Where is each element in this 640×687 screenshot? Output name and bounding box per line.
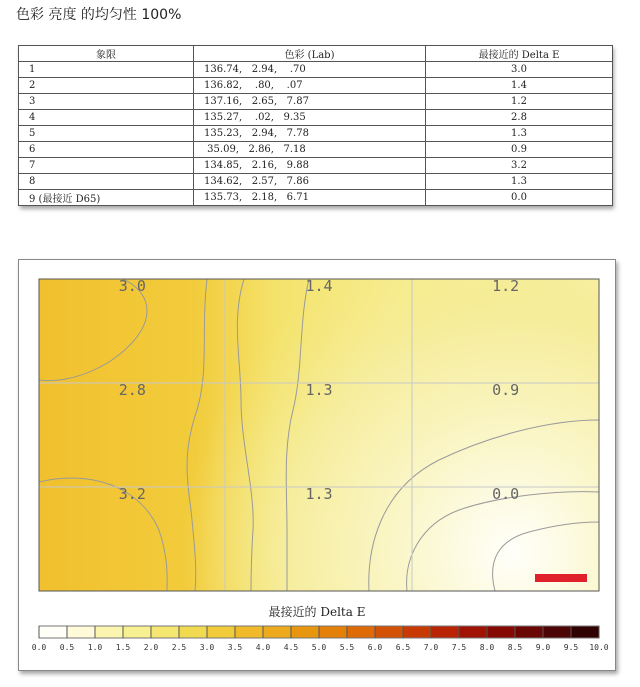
colorbar-swatch — [123, 626, 152, 638]
table-row — [19, 78, 613, 94]
page-title: 色彩 亮度 的均匀性 100% — [16, 7, 182, 23]
colorbar-tick-label: 2.5 — [171, 643, 187, 652]
quadrant-cell: 4 — [19, 110, 194, 126]
colorbar-tick-label: 0.5 — [59, 643, 75, 652]
cell-value-label: 1.2 — [492, 277, 520, 295]
colorbar-tick-label: 3.0 — [199, 643, 215, 652]
colorbar-tick-label: 1.5 — [115, 643, 131, 652]
colorbar-tick-label: 6.0 — [367, 643, 383, 652]
table-row — [19, 126, 613, 142]
table-row — [19, 142, 613, 158]
colorbar-swatch — [67, 626, 96, 638]
colorbar-tick-label: 6.5 — [395, 643, 411, 652]
colorbar-tick-label: 0.0 — [31, 643, 47, 652]
colorbar-tick-label: 10.0 — [589, 643, 609, 652]
lab-cell: 135.73, 2.18, 6.71 — [194, 190, 426, 206]
colorbar-tick-label: 4.5 — [283, 643, 299, 652]
table-row — [19, 110, 613, 126]
lab-cell: 136.82, .80, .07 — [194, 78, 426, 94]
lab-cell: 136.74, 2.94, .70 — [194, 62, 426, 78]
colorbar-swatch — [543, 626, 572, 638]
delta-e-cell: 0.9 — [426, 142, 613, 158]
colorbar-tick-label: 4.0 — [255, 643, 271, 652]
colorbar-tick-label: 9.0 — [535, 643, 551, 652]
uniformity-table — [18, 45, 612, 206]
cell-value-label: 0.9 — [492, 381, 520, 399]
colorbar-swatch — [207, 626, 236, 638]
colorbar-swatch — [375, 626, 404, 638]
colorbar-title: 最接近的 Delta E — [268, 605, 366, 619]
colorbar-tick-label: 3.5 — [227, 643, 243, 652]
quadrant-cell: 6 — [19, 142, 194, 158]
table-row — [19, 158, 613, 174]
uniformity-heatmap — [19, 260, 615, 670]
cell-value-label: 3.2 — [118, 485, 146, 503]
colorbar-tick-label: 8.5 — [507, 643, 523, 652]
colorbar-tick-label: 1.0 — [87, 643, 103, 652]
quadrant-cell: 3 — [19, 94, 194, 110]
header-lab: 色彩 (Lab) — [194, 46, 426, 62]
reference-marker — [535, 574, 587, 582]
table-row — [19, 190, 613, 206]
colorbar-swatch — [515, 626, 544, 638]
delta-e-cell: 3.2 — [426, 158, 613, 174]
quadrant-cell: 9 (最接近 D65) — [19, 190, 194, 206]
cell-value-label: 2.8 — [118, 381, 146, 399]
header-delta-e: 最接近的 Delta E — [426, 46, 613, 62]
table-header-row — [19, 46, 613, 62]
quadrant-cell: 7 — [19, 158, 194, 174]
cell-value-label: 0.0 — [492, 485, 520, 503]
colorbar-swatch — [95, 626, 124, 638]
colorbar-swatch — [39, 626, 68, 638]
lab-cell: 135.23, 2.94, 7.78 — [194, 126, 426, 142]
heatmap-hotspot — [39, 279, 599, 591]
lab-cell: 135.27, .02, 9.35 — [194, 110, 426, 126]
delta-e-cell: 3.0 — [426, 62, 613, 78]
lab-cell: 134.85, 2.16, 9.88 — [194, 158, 426, 174]
colorbar-tick-label: 5.5 — [339, 643, 355, 652]
cell-value-label: 3.0 — [118, 277, 146, 295]
lab-cell: 134.62, 2.57, 7.86 — [194, 174, 426, 190]
quadrant-cell: 1 — [19, 62, 194, 78]
colorbar-tick-label: 5.0 — [311, 643, 327, 652]
colorbar-tick-label: 9.5 — [563, 643, 579, 652]
table-row — [19, 174, 613, 190]
header-quadrant: 象限 — [19, 46, 194, 62]
colorbar-swatch — [319, 626, 348, 638]
colorbar-swatch — [179, 626, 208, 638]
table-row — [19, 62, 613, 78]
delta-e-cell: 1.2 — [426, 94, 613, 110]
cell-value-label: 1.3 — [305, 485, 333, 503]
table-row — [19, 94, 613, 110]
colorbar-swatch — [151, 626, 180, 638]
colorbar-swatch — [235, 626, 264, 638]
colorbar-swatch — [571, 626, 600, 638]
colorbar-tick-label: 2.0 — [143, 643, 159, 652]
delta-e-cell: 0.0 — [426, 190, 613, 206]
colorbar-swatch — [291, 626, 320, 638]
quadrant-cell: 8 — [19, 174, 194, 190]
quadrant-cell: 5 — [19, 126, 194, 142]
colorbar-tick-label: 7.5 — [451, 643, 467, 652]
colorbar-swatch — [431, 626, 460, 638]
cell-value-label: 1.4 — [305, 277, 333, 295]
colorbar-swatch — [263, 626, 292, 638]
lab-cell: 35.09, 2.86, 7.18 — [194, 142, 426, 158]
delta-e-cell: 2.8 — [426, 110, 613, 126]
lab-cell: 137.16, 2.65, 7.87 — [194, 94, 426, 110]
cell-value-label: 1.3 — [305, 381, 333, 399]
delta-e-cell: 1.3 — [426, 174, 613, 190]
colorbar-swatch — [403, 626, 432, 638]
colorbar-tick-label: 7.0 — [423, 643, 439, 652]
quadrant-cell: 2 — [19, 78, 194, 94]
colorbar-tick-label: 8.0 — [479, 643, 495, 652]
delta-e-cell: 1.3 — [426, 126, 613, 142]
colorbar-swatch — [459, 626, 488, 638]
uniformity-heatmap-panel — [18, 259, 616, 671]
colorbar-swatch — [487, 626, 516, 638]
colorbar-swatch — [347, 626, 376, 638]
delta-e-cell: 1.4 — [426, 78, 613, 94]
